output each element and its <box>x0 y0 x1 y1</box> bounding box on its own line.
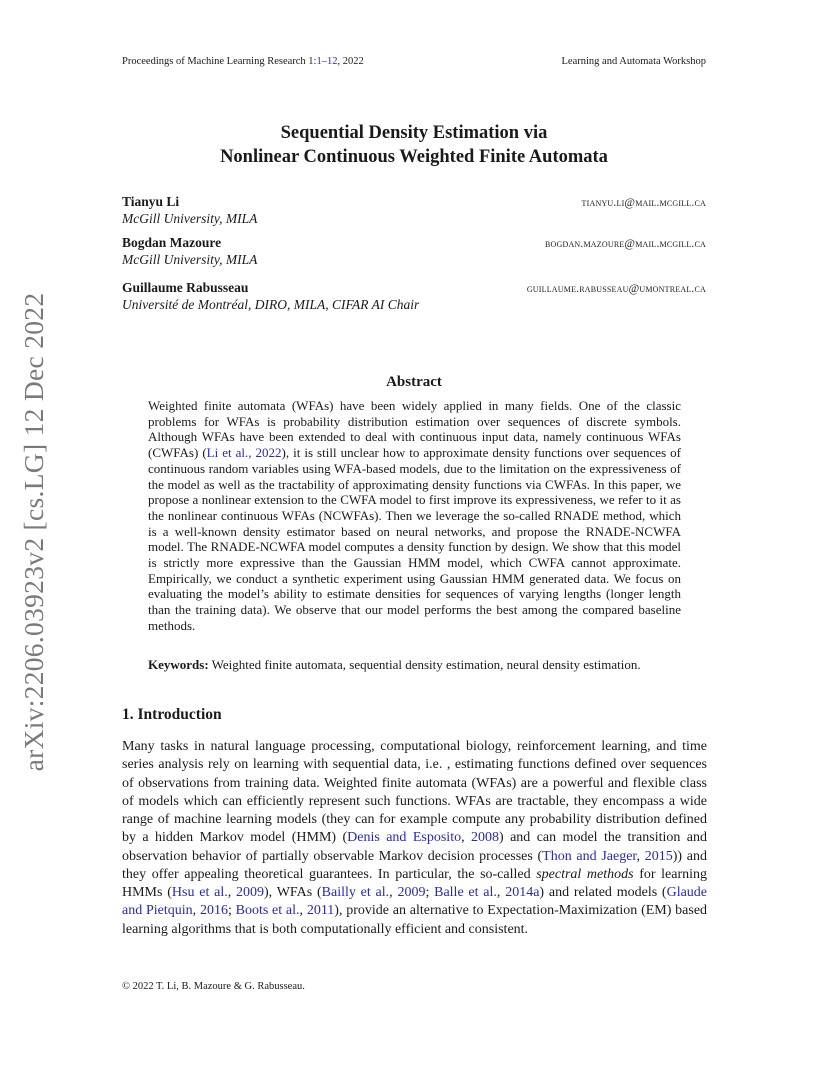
citation-link[interactable]: Glaude and Pietquin <box>122 885 708 919</box>
citation-link[interactable]: Li et al., 2022 <box>206 445 282 461</box>
page-range-link[interactable]: 1–12 <box>316 56 338 67</box>
author-name: Tianyu Li <box>122 194 180 209</box>
citation-link[interactable]: Boots et al. <box>235 903 300 919</box>
citation-year-link[interactable]: 2015 <box>644 848 673 864</box>
running-header-right: Learning and Automata Workshop <box>561 56 706 67</box>
citation-year-link[interactable]: 2016 <box>199 903 228 919</box>
author-affiliation: McGill University, MILA <box>122 211 258 226</box>
citation-year-link[interactable]: 2014a <box>505 885 540 900</box>
introduction-paragraph: Many tasks in natural language processing, computational biology, reinforcement learning, and time series analysis rely on learning with sequential data, i.e. , estimating functions defined over sequences of observations from training data. Weighted finite automata (WFAs) are a powerful and flexible class of models which can efficiently represent such functions. WFAs are tractable, they encompass a wide range of machine learning models (they can for example compute any probability distribution defined by a hidden Markov model (HMM) (Denis and Esposito, 2008) and can model the transition and observation behavior of partially observable Markov decision processes (Thon and Jaeger, 2015)) and they offer appealing theoretical guarantees. In particular, the so-called spectral methods for learning HMMs (Hsu et al., 2009), WFAs (Bailly et al., 2009; Balle et al., 2014a) and related models (Glaude and Pietquin, 2016; Boots et al., 2011), provide an alternative to Expectation-Maximization (EM) based learning algorithms that is both computationally efficient and consistent. <box>122 739 708 937</box>
citation-year-link[interactable]: 2009 <box>236 885 265 900</box>
keywords: Keywords: Weighted finite automata, sequential density estimation, neural density estimation. <box>148 657 641 672</box>
title-line-1: Sequential Density Estimation via <box>280 123 548 143</box>
citation-link[interactable]: Hsu et al. <box>171 885 228 900</box>
abstract-body: Weighted finite automata (WFAs) have been widely applied in many fields. One of the classic problems for WFAs is probability distribution estimation over sequences of discrete symbols. Although WFAs have been extended to deal with continuous input data, namely continuous WFAs (CWFAs) (Li et al., 2022), it is still unclear how to approximate density functions over sequences of continuous random variables using WFA-based models, due to the limitation on the expressiveness of the model as well as the tractability of approximating density functions via CWFAs. In this paper, we propose a nonlinear extension to the CWFA model to first improve its expressiveness, we refer to it as the nonlinear continuous WFAs (NCWFAs). Then we leverage the so-called RNADE method, which is a well-known density estimator based on neural networks, and propose the RNADE-NCWFA model. The RNADE-NCWFA model computes a density function by design. We show that this model is strictly more expressive than the Gaussian HMM model, which CWFA cannot approximate. Empirically, we conduct a synthetic experiment using Gaussian HMM generated data. We focus on evaluating the model’s ability to estimate densities for sequences of varying lengths (longer length than the training data). We observe that our model performs the best among the compared baseline methods. <box>148 398 681 633</box>
citation-link[interactable]: Denis and Esposito <box>347 830 462 846</box>
keywords-label: Keywords: <box>148 657 209 672</box>
author-name: Bogdan Mazoure <box>122 235 222 250</box>
author-email[interactable]: bogdan.mazoure@mail.mcgill.ca <box>544 238 706 250</box>
copyright-notice: © 2022 T. Li, B. Mazoure & G. Rabusseau. <box>122 981 305 992</box>
emphasis: spectral methods <box>536 866 634 882</box>
author-affiliation: McGill University, MILA <box>122 252 258 267</box>
abstract-heading: Abstract <box>386 374 442 390</box>
author-name: Guillaume Rabusseau <box>122 280 249 295</box>
paper-title <box>0 121 828 169</box>
citation-year-link[interactable]: 2008 <box>471 830 499 846</box>
section-heading: 1. Introduction <box>122 706 222 723</box>
arxiv-identifier: arXiv:2206.03923v2 [cs.LG] 12 Dec 2022 <box>18 292 49 772</box>
citation-link[interactable]: Thon and Jaeger <box>542 848 637 864</box>
citation-year-link[interactable]: 2009 <box>397 885 426 900</box>
author-affiliation: Université de Montréal, DIRO, MILA, CIFAR AI Chair <box>122 297 420 312</box>
author-email[interactable]: tianyu.li@mail.mcgill.ca <box>581 197 706 209</box>
citation-link[interactable]: Bailly et al. <box>321 885 390 900</box>
running-header-left: Proceedings of Machine Learning Research 1:1–12, 2022 <box>122 56 364 67</box>
citation-year-link[interactable]: 2011 <box>306 903 335 919</box>
title-line-2: Nonlinear Continuous Weighted Finite Automata <box>220 147 608 167</box>
citation-link[interactable]: Balle et al. <box>434 885 497 900</box>
author-email[interactable]: guillaume.rabusseau@umontreal.ca <box>526 283 706 295</box>
